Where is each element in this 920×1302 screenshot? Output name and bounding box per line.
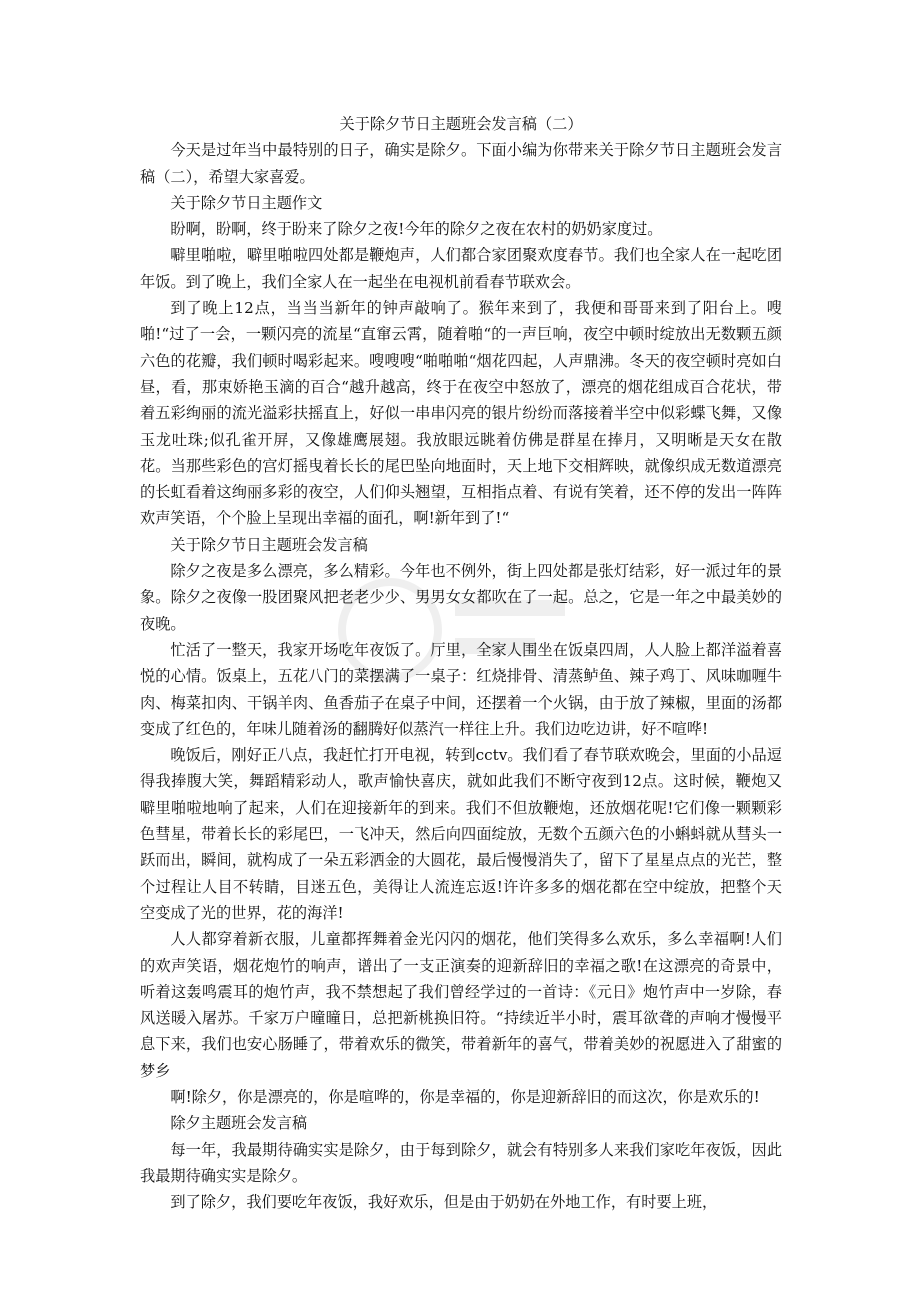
paragraph: 噼里啪啦，噼里啪啦四处都是鞭炮声，人们都合家团聚欢度春节。我们也全家人在一起吃团年饭。到了晚上，我们全家人在一起坐在电视机前看春节联欢会。 [140, 246, 782, 291]
paragraph: 忙活了一整天，我家开场吃年夜饭了。厅里，全家人围坐在饭桌四周，人人脸上都洋溢着喜悦的心情。饭桌上，五花八门的菜摆满了一桌子：红烧排骨、清蒸鲈鱼、辣子鸡丁、风味咖喱牛肉、梅菜扣肉、干锅羊肉、鱼香茄子在桌子中间，还摆着一个火锅，由于放了辣椒，里面的汤都变成了红色的，年味儿随着汤的翻腾好似蒸汽一样往上升。我们边吃边讲，好不喧哗! [140, 640, 782, 738]
section-heading: 关于除夕节日主题作文 [170, 193, 323, 212]
paragraph: 今天是过年当中最特别的日子，确实是除夕。下面小编为你带来关于除夕节日主题班会发言稿（二），希望大家喜爱。 [140, 141, 782, 186]
paragraph: 每一年，我最期待确实实是除夕，由于每到除夕，就会有特别多人来我们家吃年夜饭，因此我最期待确实实是除夕。 [140, 1140, 782, 1185]
document-body [140, 111, 782, 1215]
paragraph: 除夕之夜是多么漂亮，多么精彩。今年也不例外，街上四处都是张灯结彩，好一派过年的景象。除夕之夜像一股团聚风把老老少少、男男女女都吹在了一起。总之，它是一年之中最美妙的夜晚。 [140, 562, 782, 633]
section-heading: 除夕主题班会发言稿 [170, 1114, 308, 1133]
paragraph: 到了晚上12点，当当当新年的钟声敲响了。猴年来到了，我便和哥哥来到了阳台上。嗖啪!“过了一会，一颗闪亮的流星“直窜云霄，随着啪“的一声巨响，夜空中顿时绽放出无数颗五颜六色的花瓣，我们顿时喝彩起来。嗖嗖嗖“啪啪啪“烟花四起，人声鼎沸。冬天的夜空顿时亮如白昼，看，那束娇艳玉滴的百合“越升越高，终于在夜空中怒放了，漂亮的烟花组成百合花状，带着五彩绚丽的流光溢彩扶摇直上，好似一串串闪亮的银片纷纷而落接着半空中似彩蝶飞舞，又像玉龙吐珠;似孔雀开屏，又像雄鹰展翅。我放眼远眺着仿佛是群星在捧月，又明晰是天女在散花。当那些彩色的宫灯摇曳着长长的尾巴坠向地面时，天上地下交相辉映，就像织成无数道漂亮的长虹看着这绚丽多彩的夜空，人们仰头翘望，互相指点着、有说有笑着，还不停的发出一阵阵欢声笑语，个个脸上呈现出幸福的面孔，啊!新年到了!“ [140, 299, 782, 528]
paragraph: 人人都穿着新衣服，儿童都挥舞着金光闪闪的烟花，他们笑得多么欢乐，多么幸福啊!人们的欢声笑语，烟花炮竹的响声，谱出了一支正演奏的迎新辞旧的幸福之歌!在这漂亮的奇景中，听着这轰鸣震耳的炮竹声，我不禁想起了我们曾经学过的一首诗：《元日》炮竹声中一岁除，春风送暖入屠苏。千家万户曈曈日，总把新桃换旧符。“持续近半小时，震耳欲聋的声响才慢慢平息下来，我们也安心肠睡了，带着欢乐的微笑，带着新年的喜气，带着美妙的祝愿进入了甜蜜的梦乡 [140, 930, 782, 1080]
document-content [140, 137, 782, 1215]
document-title: 关于除夕节日主题班会发言稿（二） [339, 115, 583, 133]
paragraph: 啊!除夕，你是漂亮的，你是喧哗的，你是幸福的，你是迎新辞旧的而这次，你是欢乐的! [170, 1087, 760, 1106]
paragraph: 到了除夕，我们要吃年夜饭，我好欢乐，但是由于奶奶在外地工作，有时要上班， [170, 1193, 718, 1212]
paragraph: 晚饭后，刚好正八点，我赶忙打开电视，转到cctv。我们看了春节联欢晚会，里面的小品逗得我捧腹大笑，舞蹈精彩动人，歌声愉快喜庆，就如此我们不断守夜到12点。这时候，鞭炮又 噼里啪啦地响了起来，人们在迎接新年的到来。我们不但放鞭炮，还放烟花呢!它们像一颗颗彩色彗星，带着长长的彩尾巴，一飞冲天，然后向四面绽放，无数个五颜六色的小蝌蚪就从彗头一跃而出，瞬间，就构成了一朵五彩洒金的大圆花，最后慢慢消失了，留下了星星点点的光芒，整个过程让人目不转睛，目迷五色，美得让人流连忘返!许许多多的烟花都在空中绽放，把整个天空变成了光的世界，花的海洋! [140, 746, 782, 922]
paragraph: 盼啊，盼啊，终于盼来了除夕之夜!今年的除夕之夜在农村的奶奶家度过。 [170, 220, 663, 239]
section-heading: 关于除夕节日主题班会发言稿 [170, 535, 368, 554]
